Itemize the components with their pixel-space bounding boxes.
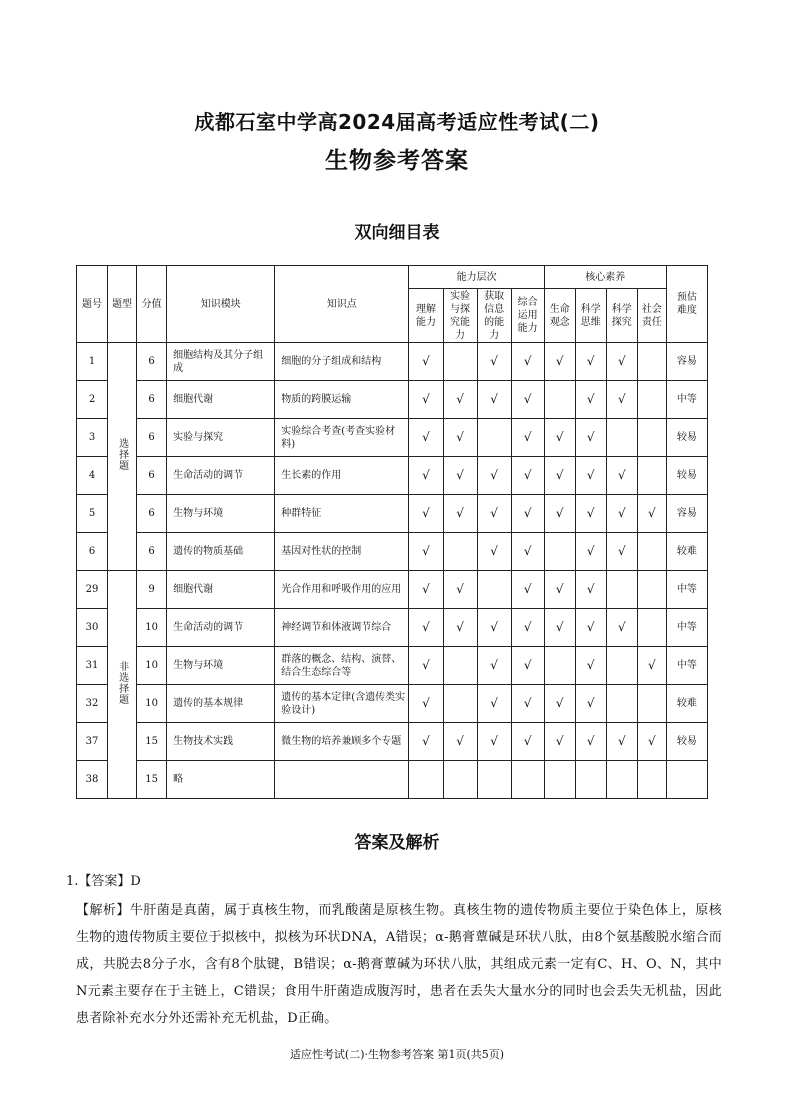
cell-check-l3 — [606, 571, 637, 609]
cell-module: 生物与环境 — [167, 647, 275, 685]
cell-check-l1 — [544, 647, 575, 685]
table-row — [77, 685, 708, 723]
cell-check-l4: √ — [637, 723, 666, 761]
cell-module: 遗传的基本规律 — [167, 685, 275, 723]
cell-check-a2: √ — [443, 495, 477, 533]
header-ability-information: 获取信息的能力 — [477, 289, 511, 343]
table-row — [77, 533, 708, 571]
cell-check-a2 — [443, 533, 477, 571]
cell-check-a1: √ — [409, 495, 443, 533]
table-row — [77, 495, 708, 533]
cell-check-a3 — [477, 571, 511, 609]
cell-check-a4: √ — [511, 609, 544, 647]
cell-check-a4 — [511, 761, 544, 799]
table-row — [77, 419, 708, 457]
cell-check-l2: √ — [575, 609, 606, 647]
header-ability-group: 能力层次 — [409, 266, 544, 289]
cell-check-a4: √ — [511, 647, 544, 685]
two-way-specification-table — [76, 265, 708, 799]
table-section-title: 双向细目表 — [354, 223, 440, 243]
cell-point: 群落的概念、结构、演替、结合生态综合等 — [275, 647, 409, 685]
cell-check-l2: √ — [575, 381, 606, 419]
cell-check-a1: √ — [409, 571, 443, 609]
cell-score: 6 — [137, 495, 167, 533]
cell-check-a2: √ — [443, 457, 477, 495]
table-row — [77, 647, 708, 685]
cell-check-l1: √ — [544, 419, 575, 457]
header-literacy-life-concept: 生命观念 — [544, 289, 575, 343]
cell-no: 3 — [77, 419, 108, 457]
cell-check-l4: √ — [637, 495, 666, 533]
cell-point: 神经调节和体液调节综合 — [275, 609, 409, 647]
header-literacy-scientific-thinking: 科学思维 — [575, 289, 606, 343]
cell-difficulty — [666, 761, 707, 799]
cell-check-l3: √ — [606, 381, 637, 419]
header-literacy-scientific-inquiry: 科学探究 — [606, 289, 637, 343]
cell-check-a1: √ — [409, 457, 443, 495]
cell-difficulty: 较易 — [666, 419, 707, 457]
cell-check-a2 — [443, 685, 477, 723]
table-row — [77, 723, 708, 761]
header-no: 题号 — [77, 266, 108, 343]
cell-score: 15 — [137, 723, 167, 761]
cell-check-a4: √ — [511, 343, 544, 381]
cell-module: 细胞代谢 — [167, 571, 275, 609]
cell-check-a1: √ — [409, 419, 443, 457]
cell-check-l4 — [637, 457, 666, 495]
cell-check-l1: √ — [544, 571, 575, 609]
cell-check-a1: √ — [409, 343, 443, 381]
cell-check-l2: √ — [575, 495, 606, 533]
cell-point: 生长素的作用 — [275, 457, 409, 495]
cell-check-a2: √ — [443, 571, 477, 609]
cell-module: 细胞代谢 — [167, 381, 275, 419]
header-score: 分值 — [137, 266, 167, 343]
cell-score: 9 — [137, 571, 167, 609]
document-title: 成都石室中学高2024届高考适应性考试(二) — [194, 110, 600, 134]
cell-module: 细胞结构及其分子组成 — [167, 343, 275, 381]
table-row — [77, 457, 708, 495]
cell-check-l4 — [637, 571, 666, 609]
header-type: 题型 — [108, 266, 137, 343]
cell-score: 6 — [137, 457, 167, 495]
cell-check-l1: √ — [544, 609, 575, 647]
cell-no: 32 — [77, 685, 108, 723]
cell-check-l1: √ — [544, 457, 575, 495]
document-subtitle: 生物参考答案 — [325, 148, 469, 174]
cell-difficulty: 容易 — [666, 343, 707, 381]
cell-check-a4: √ — [511, 457, 544, 495]
cell-check-l4 — [637, 343, 666, 381]
cell-type-choice — [108, 343, 137, 571]
cell-check-a4: √ — [511, 419, 544, 457]
cell-check-a3 — [477, 761, 511, 799]
cell-check-a2: √ — [443, 609, 477, 647]
cell-check-l3: √ — [606, 495, 637, 533]
header-module: 知识模块 — [167, 266, 275, 343]
table-row — [77, 609, 708, 647]
cell-check-a2 — [443, 647, 477, 685]
cell-check-l4 — [637, 533, 666, 571]
cell-check-l2: √ — [575, 647, 606, 685]
cell-score: 10 — [137, 647, 167, 685]
header-point: 知识点 — [275, 266, 409, 343]
cell-point: 种群特征 — [275, 495, 409, 533]
q1-answer: 1.【答案】D — [66, 874, 141, 889]
cell-no: 29 — [77, 571, 108, 609]
table-row — [77, 761, 708, 799]
cell-point: 基因对性状的控制 — [275, 533, 409, 571]
cell-no: 5 — [77, 495, 108, 533]
cell-check-l1: √ — [544, 343, 575, 381]
q1-analysis-tag: 【解析】 — [76, 903, 130, 918]
cell-point: 遗传的基本定律(含遗传类实验设计) — [275, 685, 409, 723]
q1-analysis — [76, 897, 722, 1032]
cell-difficulty: 较难 — [666, 685, 707, 723]
cell-difficulty: 中等 — [666, 571, 707, 609]
cell-check-l2: √ — [575, 571, 606, 609]
cell-check-l3: √ — [606, 533, 637, 571]
cell-check-l2: √ — [575, 685, 606, 723]
cell-check-a2: √ — [443, 419, 477, 457]
cell-check-l3: √ — [606, 723, 637, 761]
cell-difficulty: 中等 — [666, 381, 707, 419]
cell-difficulty: 中等 — [666, 647, 707, 685]
cell-check-l4: √ — [637, 647, 666, 685]
cell-check-a2 — [443, 761, 477, 799]
cell-check-l2 — [575, 761, 606, 799]
cell-check-a4: √ — [511, 571, 544, 609]
cell-score: 6 — [137, 381, 167, 419]
table-row — [77, 343, 708, 381]
cell-no: 2 — [77, 381, 108, 419]
cell-module: 遗传的物质基础 — [167, 533, 275, 571]
header-ability-understanding: 理解能力 — [409, 289, 443, 343]
cell-check-a3 — [477, 419, 511, 457]
cell-check-a3: √ — [477, 647, 511, 685]
cell-score: 6 — [137, 419, 167, 457]
cell-no: 1 — [77, 343, 108, 381]
cell-difficulty: 中等 — [666, 609, 707, 647]
cell-check-l4 — [637, 761, 666, 799]
cell-check-a4: √ — [511, 381, 544, 419]
cell-check-a3: √ — [477, 533, 511, 571]
cell-check-l3: √ — [606, 457, 637, 495]
cell-no: 30 — [77, 609, 108, 647]
cell-module: 略 — [167, 761, 275, 799]
cell-check-a1 — [409, 761, 443, 799]
cell-difficulty: 容易 — [666, 495, 707, 533]
cell-check-a4: √ — [511, 533, 544, 571]
cell-module: 生物技术实践 — [167, 723, 275, 761]
cell-check-a1: √ — [409, 533, 443, 571]
cell-check-l1: √ — [544, 495, 575, 533]
cell-score: 15 — [137, 761, 167, 799]
header-ability-comprehensive: 综合运用能力 — [511, 289, 544, 343]
cell-check-l3: √ — [606, 609, 637, 647]
cell-check-a2: √ — [443, 381, 477, 419]
cell-no: 4 — [77, 457, 108, 495]
cell-check-a4: √ — [511, 723, 544, 761]
cell-point: 物质的跨膜运输 — [275, 381, 409, 419]
cell-check-a3: √ — [477, 381, 511, 419]
cell-check-l2: √ — [575, 723, 606, 761]
cell-no: 31 — [77, 647, 108, 685]
table-row — [77, 571, 708, 609]
cell-check-l3 — [606, 685, 637, 723]
cell-check-l2: √ — [575, 419, 606, 457]
cell-check-l4 — [637, 419, 666, 457]
cell-check-l1: √ — [544, 723, 575, 761]
cell-check-l1 — [544, 761, 575, 799]
cell-check-l2: √ — [575, 533, 606, 571]
cell-score: 6 — [137, 343, 167, 381]
cell-check-a3: √ — [477, 609, 511, 647]
cell-point: 微生物的培养兼顾多个专题 — [275, 723, 409, 761]
cell-check-l3: √ — [606, 343, 637, 381]
cell-check-l3 — [606, 647, 637, 685]
table-row — [77, 381, 708, 419]
cell-check-a1: √ — [409, 647, 443, 685]
cell-check-a3: √ — [477, 343, 511, 381]
cell-check-l3 — [606, 761, 637, 799]
cell-check-a3: √ — [477, 685, 511, 723]
cell-module: 实验与探究 — [167, 419, 275, 457]
header-difficulty: 预估难度 — [666, 266, 707, 343]
cell-check-l4 — [637, 685, 666, 723]
cell-check-l2: √ — [575, 343, 606, 381]
cell-check-a4: √ — [511, 685, 544, 723]
type-label: 非选择题 — [116, 660, 128, 705]
cell-no: 38 — [77, 761, 108, 799]
cell-check-a2: √ — [443, 723, 477, 761]
q1-analysis-text: 牛肝菌是真菌，属于真核生物，而乳酸菌是原核生物。真核生物的遗传物质主要位于染色体上，原核生物的遗传物质主要位于拟核中，拟核为环状DNA，A错误；α-鹅膏蕈碱是环状八肽，由8个氨基酸脱水缩合而成，共脱去8分子水，含有8个肽键，B错误；α-鹅膏蕈碱为环状八肽，其组成元素一定有C、H、O、N，其中N元素主要存在于主链上，C错误；食用牛肝菌造成腹泻时，患者在丢失大量水分的同时也会丢失无机盐，因此患者除补充水分外还需补充无机盐，D正确。 — [76, 903, 722, 1026]
cell-difficulty: 较难 — [666, 533, 707, 571]
cell-no: 37 — [77, 723, 108, 761]
cell-difficulty: 较易 — [666, 457, 707, 495]
cell-score: 10 — [137, 685, 167, 723]
cell-check-a3: √ — [477, 495, 511, 533]
cell-point: 光合作用和呼吸作用的应用 — [275, 571, 409, 609]
cell-score: 6 — [137, 533, 167, 571]
cell-module: 生物与环境 — [167, 495, 275, 533]
cell-difficulty: 较易 — [666, 723, 707, 761]
page-footer: 适应性考试(二)·生物参考答案 第1页(共5页) — [289, 1048, 505, 1061]
cell-module: 生命活动的调节 — [167, 609, 275, 647]
cell-check-l4 — [637, 381, 666, 419]
cell-point: 实验综合考查(考查实验材料) — [275, 419, 409, 457]
cell-check-l1: √ — [544, 685, 575, 723]
cell-check-a1: √ — [409, 723, 443, 761]
type-label: 选择题 — [116, 438, 128, 471]
cell-check-l1 — [544, 381, 575, 419]
cell-point — [275, 761, 409, 799]
cell-check-l3 — [606, 419, 637, 457]
cell-check-a3: √ — [477, 723, 511, 761]
cell-check-a1: √ — [409, 381, 443, 419]
cell-score: 10 — [137, 609, 167, 647]
cell-check-a1: √ — [409, 685, 443, 723]
cell-check-l1 — [544, 533, 575, 571]
header-ability-experiment: 实验与探究能力 — [443, 289, 477, 343]
answers-section-title: 答案及解析 — [354, 833, 440, 853]
cell-check-l2: √ — [575, 457, 606, 495]
cell-check-a2 — [443, 343, 477, 381]
cell-no: 6 — [77, 533, 108, 571]
cell-module: 生命活动的调节 — [167, 457, 275, 495]
cell-type-nonchoice — [108, 571, 137, 799]
header-literacy-group: 核心素养 — [544, 266, 666, 289]
cell-check-a4: √ — [511, 495, 544, 533]
cell-check-a1: √ — [409, 609, 443, 647]
cell-point: 细胞的分子组成和结构 — [275, 343, 409, 381]
cell-check-l4 — [637, 609, 666, 647]
header-literacy-social-responsibility: 社会责任 — [637, 289, 666, 343]
cell-check-a3: √ — [477, 457, 511, 495]
